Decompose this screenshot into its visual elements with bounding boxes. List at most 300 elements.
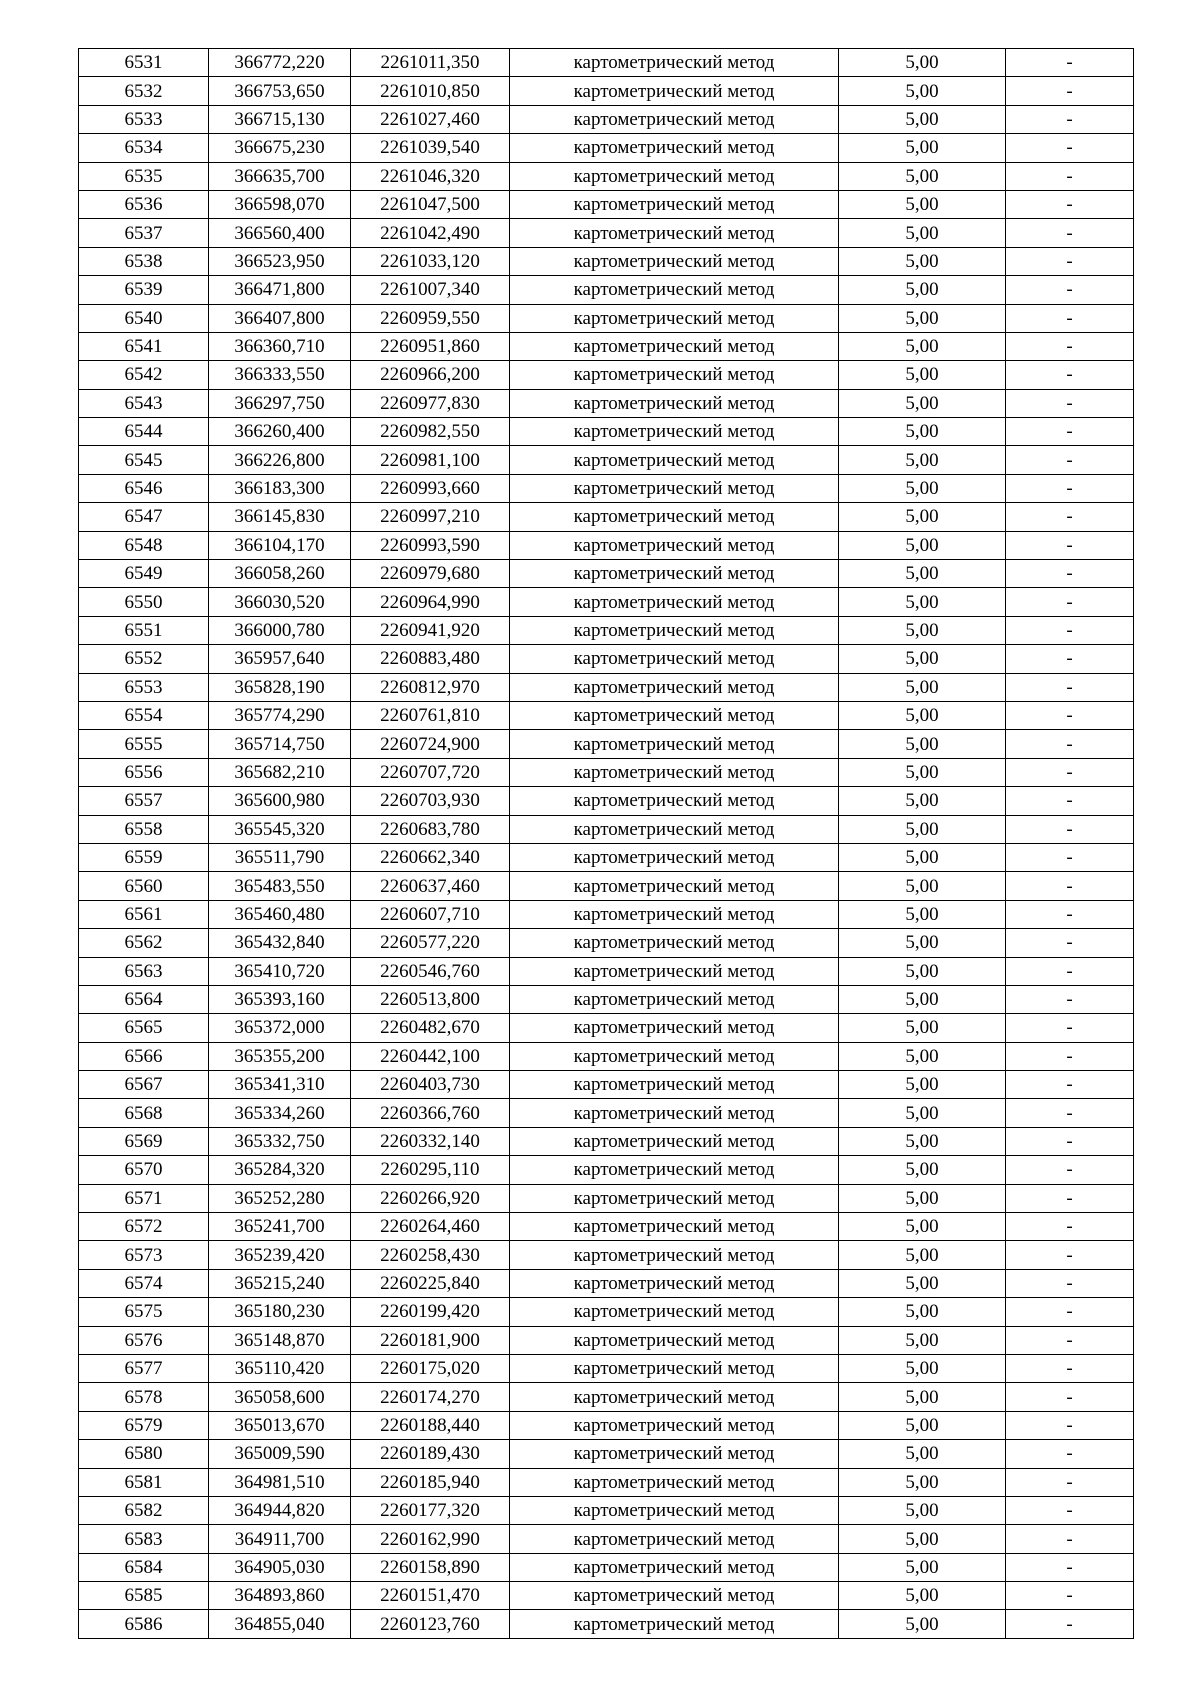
table-row: [79, 1099, 1134, 1127]
description-cell: -: [1006, 190, 1134, 218]
y-coordinate-cell: 2260993,660: [351, 474, 510, 502]
x-coordinate-cell: 365009,590: [209, 1440, 351, 1468]
x-coordinate-cell: 366058,260: [209, 560, 351, 588]
description-cell: -: [1006, 276, 1134, 304]
description-cell: -: [1006, 1354, 1134, 1382]
y-coordinate-cell: 2260812,970: [351, 673, 510, 701]
method-cell: картометрический метод: [510, 957, 839, 985]
accuracy-cell: 5,00: [839, 560, 1006, 588]
table-row: [79, 1582, 1134, 1610]
y-coordinate-cell: 2260941,920: [351, 616, 510, 644]
x-coordinate-cell: 366360,710: [209, 332, 351, 360]
x-coordinate-cell: 366753,650: [209, 77, 351, 105]
table-row: [79, 446, 1134, 474]
y-coordinate-cell: 2261046,320: [351, 162, 510, 190]
y-coordinate-cell: 2260158,890: [351, 1553, 510, 1581]
y-coordinate-cell: 2261027,460: [351, 105, 510, 133]
y-coordinate-cell: 2260482,670: [351, 1014, 510, 1042]
table-row: [79, 134, 1134, 162]
method-cell: картометрический метод: [510, 1354, 839, 1382]
description-cell: -: [1006, 1468, 1134, 1496]
table-row: [79, 531, 1134, 559]
point-number-cell: 6543: [79, 389, 209, 417]
y-coordinate-cell: 2260266,920: [351, 1184, 510, 1212]
x-coordinate-cell: 366260,400: [209, 418, 351, 446]
accuracy-cell: 5,00: [839, 1298, 1006, 1326]
y-coordinate-cell: 2261039,540: [351, 134, 510, 162]
x-coordinate-cell: 365355,200: [209, 1042, 351, 1070]
description-cell: -: [1006, 1042, 1134, 1070]
x-coordinate-cell: 366675,230: [209, 134, 351, 162]
table-row: [79, 503, 1134, 531]
accuracy-cell: 5,00: [839, 1525, 1006, 1553]
table-row: [79, 389, 1134, 417]
method-cell: картометрический метод: [510, 503, 839, 531]
method-cell: картометрический метод: [510, 1440, 839, 1468]
method-cell: картометрический метод: [510, 843, 839, 871]
x-coordinate-cell: 365241,700: [209, 1213, 351, 1241]
description-cell: -: [1006, 446, 1134, 474]
table-row: [79, 1383, 1134, 1411]
y-coordinate-cell: 2260979,680: [351, 560, 510, 588]
point-number-cell: 6537: [79, 219, 209, 247]
accuracy-cell: 5,00: [839, 787, 1006, 815]
y-coordinate-cell: 2260189,430: [351, 1440, 510, 1468]
description-cell: -: [1006, 730, 1134, 758]
description-cell: -: [1006, 1099, 1134, 1127]
description-cell: -: [1006, 701, 1134, 729]
accuracy-cell: 5,00: [839, 219, 1006, 247]
method-cell: картометрический метод: [510, 1071, 839, 1099]
table-row: [79, 219, 1134, 247]
y-coordinate-cell: 2260185,940: [351, 1468, 510, 1496]
table-row: [79, 1213, 1134, 1241]
y-coordinate-cell: 2260513,800: [351, 985, 510, 1013]
y-coordinate-cell: 2261033,120: [351, 247, 510, 275]
description-cell: -: [1006, 957, 1134, 985]
method-cell: картометрический метод: [510, 1099, 839, 1127]
table-row: [79, 929, 1134, 957]
accuracy-cell: 5,00: [839, 957, 1006, 985]
description-cell: -: [1006, 1582, 1134, 1610]
point-number-cell: 6544: [79, 418, 209, 446]
method-cell: картометрический метод: [510, 787, 839, 815]
x-coordinate-cell: 366030,520: [209, 588, 351, 616]
x-coordinate-cell: 366145,830: [209, 503, 351, 531]
accuracy-cell: 5,00: [839, 1411, 1006, 1439]
method-cell: картометрический метод: [510, 1156, 839, 1184]
y-coordinate-cell: 2260607,710: [351, 900, 510, 928]
x-coordinate-cell: 366715,130: [209, 105, 351, 133]
method-cell: картометрический метод: [510, 1184, 839, 1212]
x-coordinate-cell: 366523,950: [209, 247, 351, 275]
y-coordinate-cell: 2261011,350: [351, 49, 510, 77]
point-number-cell: 6545: [79, 446, 209, 474]
table-row: [79, 815, 1134, 843]
table-row: [79, 985, 1134, 1013]
table-row: [79, 900, 1134, 928]
method-cell: картометрический метод: [510, 1496, 839, 1524]
accuracy-cell: 5,00: [839, 134, 1006, 162]
table-row: [79, 1326, 1134, 1354]
method-cell: картометрический метод: [510, 1326, 839, 1354]
table-row: [79, 1269, 1134, 1297]
accuracy-cell: 5,00: [839, 1184, 1006, 1212]
point-number-cell: 6572: [79, 1213, 209, 1241]
method-cell: картометрический метод: [510, 1269, 839, 1297]
y-coordinate-cell: 2260997,210: [351, 503, 510, 531]
x-coordinate-cell: 365410,720: [209, 957, 351, 985]
table-row: [79, 276, 1134, 304]
description-cell: -: [1006, 332, 1134, 360]
method-cell: картометрический метод: [510, 190, 839, 218]
point-number-cell: 6536: [79, 190, 209, 218]
table-row: [79, 957, 1134, 985]
description-cell: -: [1006, 1553, 1134, 1581]
y-coordinate-cell: 2260982,550: [351, 418, 510, 446]
table-row: [79, 361, 1134, 389]
method-cell: картометрический метод: [510, 304, 839, 332]
x-coordinate-cell: 365332,750: [209, 1127, 351, 1155]
point-number-cell: 6581: [79, 1468, 209, 1496]
accuracy-cell: 5,00: [839, 1241, 1006, 1269]
x-coordinate-cell: 365284,320: [209, 1156, 351, 1184]
point-number-cell: 6566: [79, 1042, 209, 1070]
table-row: [79, 588, 1134, 616]
description-cell: -: [1006, 758, 1134, 786]
description-cell: -: [1006, 815, 1134, 843]
table-row: [79, 1440, 1134, 1468]
x-coordinate-cell: 364981,510: [209, 1468, 351, 1496]
method-cell: картометрический метод: [510, 1525, 839, 1553]
point-number-cell: 6548: [79, 531, 209, 559]
description-cell: -: [1006, 1071, 1134, 1099]
method-cell: картометрический метод: [510, 1582, 839, 1610]
description-cell: -: [1006, 219, 1134, 247]
description-cell: -: [1006, 1014, 1134, 1042]
accuracy-cell: 5,00: [839, 1610, 1006, 1638]
accuracy-cell: 5,00: [839, 474, 1006, 502]
accuracy-cell: 5,00: [839, 645, 1006, 673]
y-coordinate-cell: 2260403,730: [351, 1071, 510, 1099]
x-coordinate-cell: 365828,190: [209, 673, 351, 701]
method-cell: картометрический метод: [510, 105, 839, 133]
accuracy-cell: 5,00: [839, 900, 1006, 928]
description-cell: -: [1006, 389, 1134, 417]
method-cell: картометрический метод: [510, 730, 839, 758]
y-coordinate-cell: 2260703,930: [351, 787, 510, 815]
accuracy-cell: 5,00: [839, 1440, 1006, 1468]
table-row: [79, 1071, 1134, 1099]
point-number-cell: 6534: [79, 134, 209, 162]
table-row: [79, 1525, 1134, 1553]
table-row: [79, 1127, 1134, 1155]
point-number-cell: 6569: [79, 1127, 209, 1155]
y-coordinate-cell: 2260295,110: [351, 1156, 510, 1184]
x-coordinate-cell: 365148,870: [209, 1326, 351, 1354]
method-cell: картометрический метод: [510, 332, 839, 360]
y-coordinate-cell: 2261010,850: [351, 77, 510, 105]
x-coordinate-cell: 364855,040: [209, 1610, 351, 1638]
y-coordinate-cell: 2260332,140: [351, 1127, 510, 1155]
table-row: [79, 1610, 1134, 1638]
description-cell: -: [1006, 1440, 1134, 1468]
table-row: [79, 190, 1134, 218]
x-coordinate-cell: 366560,400: [209, 219, 351, 247]
y-coordinate-cell: 2260181,900: [351, 1326, 510, 1354]
x-coordinate-cell: 366407,800: [209, 304, 351, 332]
y-coordinate-cell: 2260175,020: [351, 1354, 510, 1382]
description-cell: -: [1006, 616, 1134, 644]
accuracy-cell: 5,00: [839, 843, 1006, 871]
method-cell: картометрический метод: [510, 1213, 839, 1241]
method-cell: картометрический метод: [510, 77, 839, 105]
accuracy-cell: 5,00: [839, 701, 1006, 729]
point-number-cell: 6576: [79, 1326, 209, 1354]
point-number-cell: 6563: [79, 957, 209, 985]
table-row: [79, 701, 1134, 729]
accuracy-cell: 5,00: [839, 730, 1006, 758]
x-coordinate-cell: 366471,800: [209, 276, 351, 304]
point-number-cell: 6565: [79, 1014, 209, 1042]
method-cell: картометрический метод: [510, 49, 839, 77]
accuracy-cell: 5,00: [839, 1468, 1006, 1496]
point-number-cell: 6539: [79, 276, 209, 304]
table-row: [79, 162, 1134, 190]
y-coordinate-cell: 2261042,490: [351, 219, 510, 247]
y-coordinate-cell: 2260442,100: [351, 1042, 510, 1070]
point-number-cell: 6577: [79, 1354, 209, 1382]
x-coordinate-cell: 365545,320: [209, 815, 351, 843]
description-cell: -: [1006, 134, 1134, 162]
description-cell: -: [1006, 418, 1134, 446]
point-number-cell: 6551: [79, 616, 209, 644]
method-cell: картометрический метод: [510, 588, 839, 616]
method-cell: картометрический метод: [510, 1241, 839, 1269]
x-coordinate-cell: 366772,220: [209, 49, 351, 77]
accuracy-cell: 5,00: [839, 446, 1006, 474]
method-cell: картометрический метод: [510, 560, 839, 588]
accuracy-cell: 5,00: [839, 531, 1006, 559]
y-coordinate-cell: 2260264,460: [351, 1213, 510, 1241]
point-number-cell: 6556: [79, 758, 209, 786]
x-coordinate-cell: 365600,980: [209, 787, 351, 815]
accuracy-cell: 5,00: [839, 588, 1006, 616]
point-number-cell: 6562: [79, 929, 209, 957]
description-cell: -: [1006, 1298, 1134, 1326]
y-coordinate-cell: 2260964,990: [351, 588, 510, 616]
table-row: [79, 1496, 1134, 1524]
x-coordinate-cell: 365239,420: [209, 1241, 351, 1269]
point-number-cell: 6553: [79, 673, 209, 701]
point-number-cell: 6558: [79, 815, 209, 843]
table-row: [79, 560, 1134, 588]
y-coordinate-cell: 2260683,780: [351, 815, 510, 843]
table-row: [79, 247, 1134, 275]
method-cell: картометрический метод: [510, 276, 839, 304]
y-coordinate-cell: 2260981,100: [351, 446, 510, 474]
description-cell: -: [1006, 247, 1134, 275]
method-cell: картометрический метод: [510, 758, 839, 786]
table-row: [79, 758, 1134, 786]
accuracy-cell: 5,00: [839, 1014, 1006, 1042]
table-row: [79, 77, 1134, 105]
accuracy-cell: 5,00: [839, 985, 1006, 1013]
accuracy-cell: 5,00: [839, 247, 1006, 275]
y-coordinate-cell: 2260225,840: [351, 1269, 510, 1297]
description-cell: -: [1006, 560, 1134, 588]
accuracy-cell: 5,00: [839, 1326, 1006, 1354]
x-coordinate-cell: 365432,840: [209, 929, 351, 957]
point-number-cell: 6557: [79, 787, 209, 815]
x-coordinate-cell: 365215,240: [209, 1269, 351, 1297]
point-number-cell: 6580: [79, 1440, 209, 1468]
x-coordinate-cell: 365393,160: [209, 985, 351, 1013]
description-cell: -: [1006, 843, 1134, 871]
x-coordinate-cell: 365460,480: [209, 900, 351, 928]
description-cell: -: [1006, 361, 1134, 389]
method-cell: картометрический метод: [510, 1014, 839, 1042]
point-number-cell: 6570: [79, 1156, 209, 1184]
x-coordinate-cell: 366104,170: [209, 531, 351, 559]
x-coordinate-cell: 366598,070: [209, 190, 351, 218]
accuracy-cell: 5,00: [839, 616, 1006, 644]
point-number-cell: 6574: [79, 1269, 209, 1297]
table-row: [79, 616, 1134, 644]
method-cell: картометрический метод: [510, 815, 839, 843]
x-coordinate-cell: 365341,310: [209, 1071, 351, 1099]
point-number-cell: 6585: [79, 1582, 209, 1610]
method-cell: картометрический метод: [510, 1127, 839, 1155]
point-number-cell: 6547: [79, 503, 209, 531]
description-cell: -: [1006, 1326, 1134, 1354]
table-row: [79, 49, 1134, 77]
accuracy-cell: 5,00: [839, 673, 1006, 701]
x-coordinate-cell: 365957,640: [209, 645, 351, 673]
table-row: [79, 1014, 1134, 1042]
method-cell: картометрический метод: [510, 701, 839, 729]
x-coordinate-cell: 365483,550: [209, 872, 351, 900]
method-cell: картометрический метод: [510, 1042, 839, 1070]
point-number-cell: 6573: [79, 1241, 209, 1269]
y-coordinate-cell: 2260188,440: [351, 1411, 510, 1439]
accuracy-cell: 5,00: [839, 1496, 1006, 1524]
y-coordinate-cell: 2260993,590: [351, 531, 510, 559]
y-coordinate-cell: 2260546,760: [351, 957, 510, 985]
method-cell: картометрический метод: [510, 1468, 839, 1496]
table-row: [79, 105, 1134, 133]
accuracy-cell: 5,00: [839, 1042, 1006, 1070]
accuracy-cell: 5,00: [839, 1071, 1006, 1099]
x-coordinate-cell: 364893,860: [209, 1582, 351, 1610]
y-coordinate-cell: 2260123,760: [351, 1610, 510, 1638]
x-coordinate-cell: 365372,000: [209, 1014, 351, 1042]
method-cell: картометрический метод: [510, 900, 839, 928]
description-cell: -: [1006, 1496, 1134, 1524]
point-number-cell: 6568: [79, 1099, 209, 1127]
description-cell: -: [1006, 77, 1134, 105]
accuracy-cell: 5,00: [839, 1354, 1006, 1382]
x-coordinate-cell: 365180,230: [209, 1298, 351, 1326]
x-coordinate-cell: 365511,790: [209, 843, 351, 871]
table-row: [79, 1298, 1134, 1326]
method-cell: картометрический метод: [510, 929, 839, 957]
method-cell: картометрический метод: [510, 219, 839, 247]
y-coordinate-cell: 2260577,220: [351, 929, 510, 957]
y-coordinate-cell: 2261047,500: [351, 190, 510, 218]
accuracy-cell: 5,00: [839, 361, 1006, 389]
table-body: [79, 49, 1134, 1639]
y-coordinate-cell: 2260637,460: [351, 872, 510, 900]
y-coordinate-cell: 2260707,720: [351, 758, 510, 786]
point-number-cell: 6578: [79, 1383, 209, 1411]
x-coordinate-cell: 366226,800: [209, 446, 351, 474]
table-row: [79, 1156, 1134, 1184]
accuracy-cell: 5,00: [839, 758, 1006, 786]
x-coordinate-cell: 366000,780: [209, 616, 351, 644]
accuracy-cell: 5,00: [839, 929, 1006, 957]
x-coordinate-cell: 365334,260: [209, 1099, 351, 1127]
method-cell: картометрический метод: [510, 389, 839, 417]
table-row: [79, 673, 1134, 701]
description-cell: -: [1006, 105, 1134, 133]
description-cell: -: [1006, 1610, 1134, 1638]
point-number-cell: 6533: [79, 105, 209, 133]
point-number-cell: 6559: [79, 843, 209, 871]
x-coordinate-cell: 364944,820: [209, 1496, 351, 1524]
table-row: [79, 418, 1134, 446]
y-coordinate-cell: 2260951,860: [351, 332, 510, 360]
point-number-cell: 6550: [79, 588, 209, 616]
x-coordinate-cell: 365714,750: [209, 730, 351, 758]
method-cell: картометрический метод: [510, 1298, 839, 1326]
coordinates-table-page: [78, 48, 1133, 1639]
table-row: [79, 1468, 1134, 1496]
description-cell: -: [1006, 162, 1134, 190]
point-number-cell: 6561: [79, 900, 209, 928]
x-coordinate-cell: 365252,280: [209, 1184, 351, 1212]
y-coordinate-cell: 2260162,990: [351, 1525, 510, 1553]
description-cell: -: [1006, 787, 1134, 815]
accuracy-cell: 5,00: [839, 815, 1006, 843]
table-row: [79, 843, 1134, 871]
coordinates-table: [78, 48, 1134, 1639]
description-cell: -: [1006, 474, 1134, 502]
point-number-cell: 6542: [79, 361, 209, 389]
method-cell: картометрический метод: [510, 616, 839, 644]
point-number-cell: 6552: [79, 645, 209, 673]
x-coordinate-cell: 365774,290: [209, 701, 351, 729]
accuracy-cell: 5,00: [839, 1099, 1006, 1127]
table-row: [79, 474, 1134, 502]
accuracy-cell: 5,00: [839, 105, 1006, 133]
description-cell: -: [1006, 588, 1134, 616]
x-coordinate-cell: 364905,030: [209, 1553, 351, 1581]
method-cell: картометрический метод: [510, 673, 839, 701]
point-number-cell: 6586: [79, 1610, 209, 1638]
accuracy-cell: 5,00: [839, 389, 1006, 417]
method-cell: картометрический метод: [510, 985, 839, 1013]
accuracy-cell: 5,00: [839, 1383, 1006, 1411]
y-coordinate-cell: 2260966,200: [351, 361, 510, 389]
table-row: [79, 304, 1134, 332]
x-coordinate-cell: 365110,420: [209, 1354, 351, 1382]
description-cell: -: [1006, 1525, 1134, 1553]
accuracy-cell: 5,00: [839, 872, 1006, 900]
method-cell: картометрический метод: [510, 1553, 839, 1581]
table-row: [79, 645, 1134, 673]
point-number-cell: 6549: [79, 560, 209, 588]
